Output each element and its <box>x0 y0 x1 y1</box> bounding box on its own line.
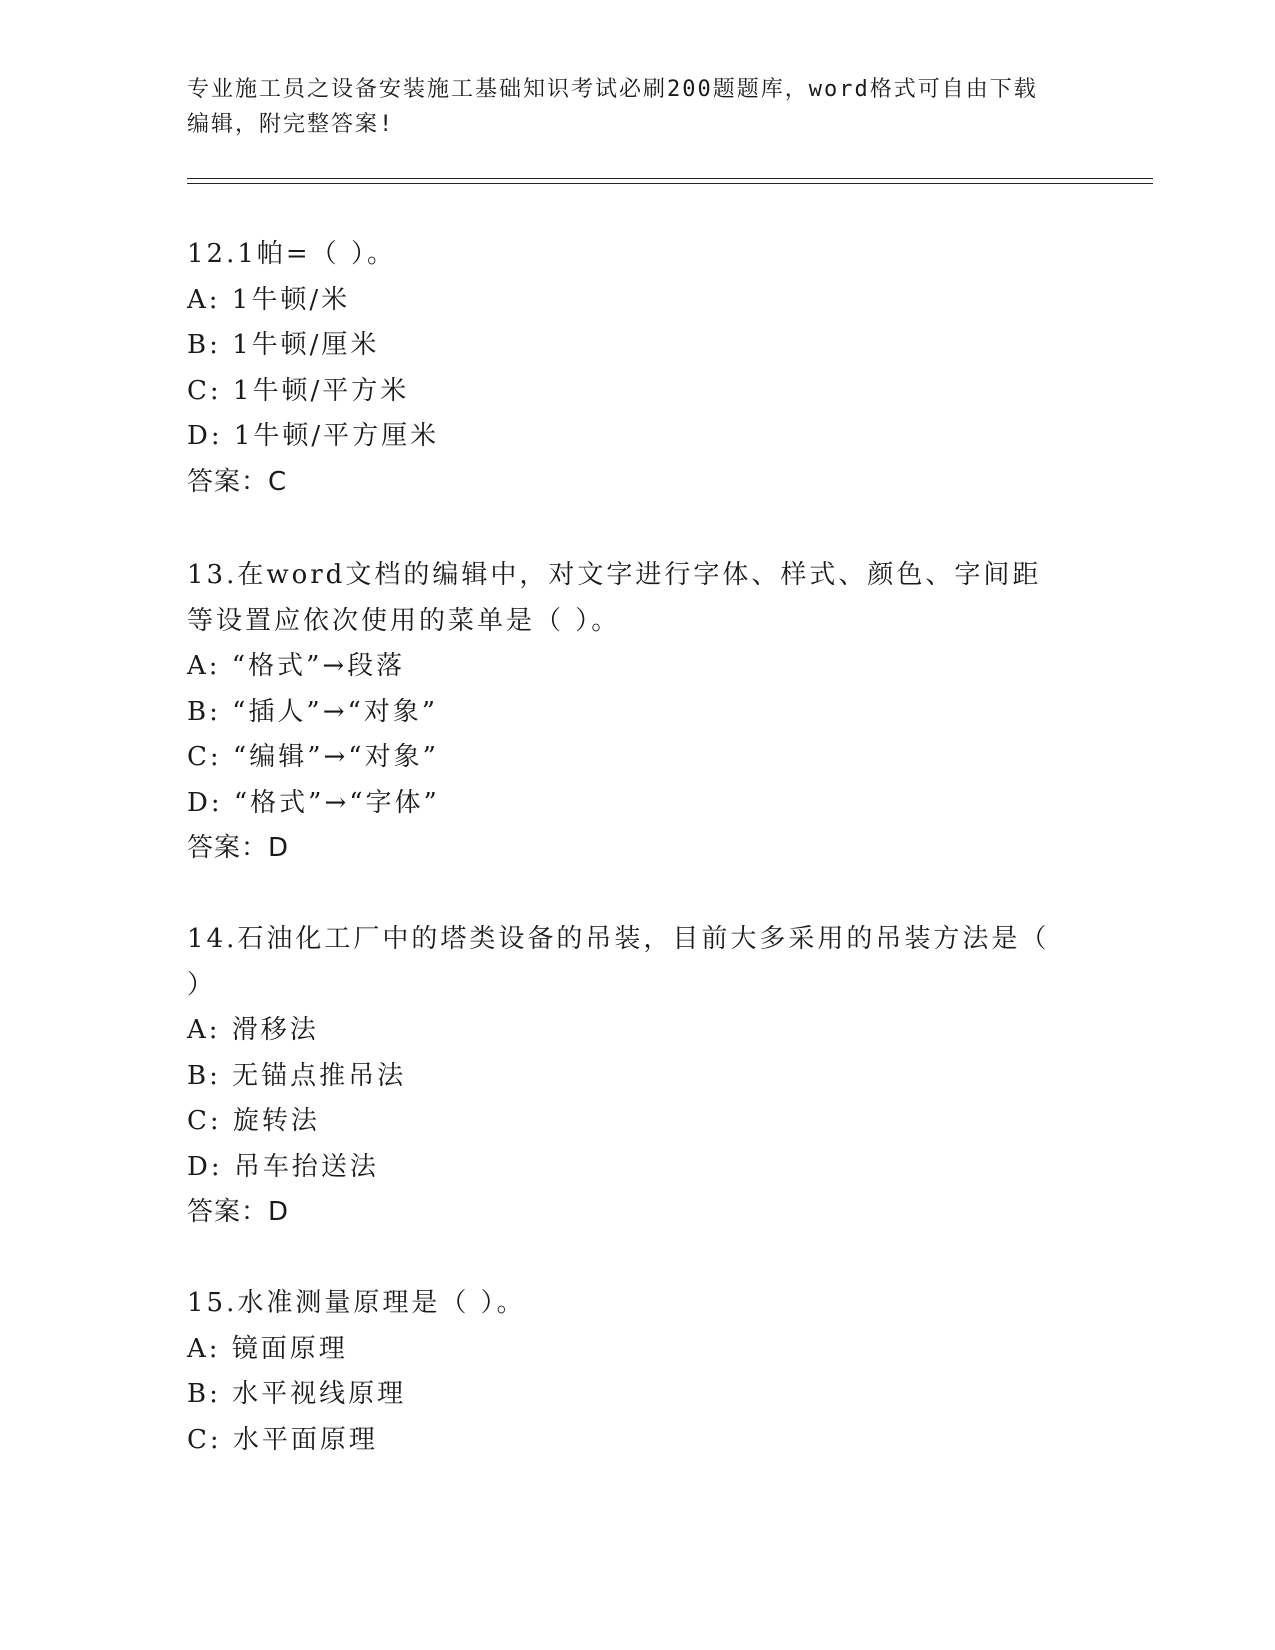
option-c: C: “编辑”→“对象” <box>187 742 439 772</box>
header-divider-bottom <box>187 183 1153 184</box>
header-line-2: 编辑，附完整答案! <box>187 112 395 137</box>
option-b: B: “插人”→“对象” <box>187 696 439 727</box>
question-block <box>187 917 1067 1236</box>
question-stem: 12.1帕=（ ）。 <box>187 239 396 269</box>
question-stem: 15.水准测量原理是（ ）。 <box>187 1288 526 1318</box>
option-b: B: 无锚点推吊法 <box>187 1060 407 1091</box>
question-stem: 14.石油化工厂中的塔类设备的吊装，目前大多采用的吊装方法是（ ） <box>187 924 1050 1000</box>
option-c: C: 1牛顿/平方米 <box>187 375 410 406</box>
option-a: A: “格式”→段落 <box>187 651 406 681</box>
option-b: B: 水平视线原理 <box>187 1379 407 1409</box>
option-c: C: 旋转法 <box>187 1106 320 1136</box>
document-header <box>187 72 1087 142</box>
option-a: A: 滑移法 <box>187 1015 319 1045</box>
option-c: C: 水平面原理 <box>187 1424 378 1455</box>
answer-line: 答案：C <box>187 466 288 497</box>
option-d: D: 1牛顿/平方厘米 <box>187 421 440 451</box>
answer-line: 答案：D <box>187 1197 290 1227</box>
header-divider-top <box>187 178 1153 179</box>
question-block <box>187 1281 1067 1463</box>
option-a: A: 镜面原理 <box>187 1333 348 1364</box>
question-block <box>187 553 1067 872</box>
header-line-1: 专业施工员之设备安装施工基础知识考试必刷200题题库，word格式可自由下载 <box>187 77 1038 102</box>
option-d: D: “格式”→“字体” <box>187 787 440 818</box>
option-b: B: 1牛顿/厘米 <box>187 330 380 360</box>
question-stem: 13.在word文档的编辑中，对文字进行字体、样式、颜色、字间距等设置应依次使用的菜单是（ ）。 <box>187 560 1042 636</box>
question-block <box>187 232 1067 505</box>
option-d: D: 吊车抬送法 <box>187 1151 379 1182</box>
option-a: A: 1牛顿/米 <box>187 284 351 315</box>
answer-line: 答案：D <box>187 833 290 863</box>
